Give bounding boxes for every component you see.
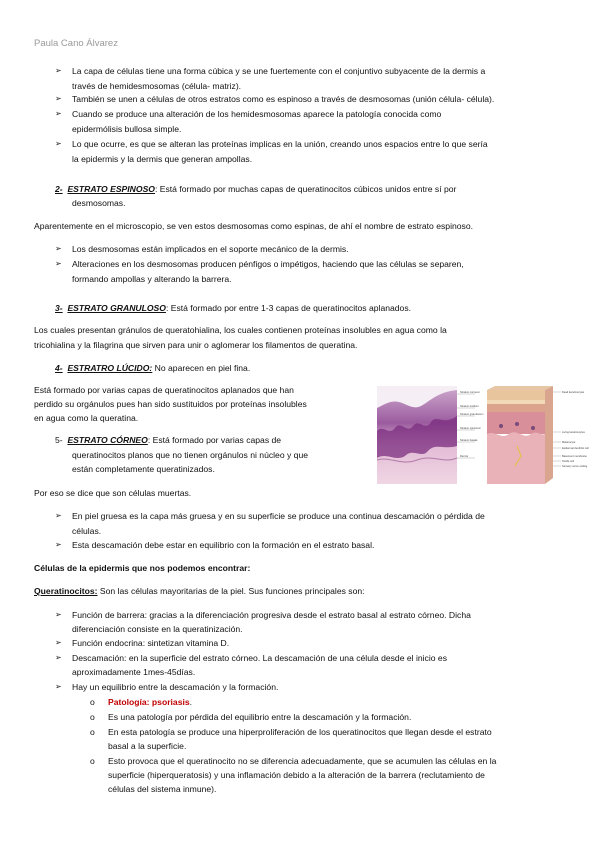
text-line: células del sistema inmune).: [108, 784, 217, 794]
bullet-arrow-icon: ➢: [55, 244, 62, 253]
text-line: Función de barrera: gracias a la diferenciación progresiva desde el estrato basal al estrato córneo. Dicha: [72, 610, 471, 620]
bullet-arrow-icon: ➢: [55, 109, 62, 118]
bullet-arrow-icon: ➢: [55, 540, 62, 549]
figure-label: Stratum granulosum: [460, 413, 484, 416]
bullet-arrow-icon: ➢: [55, 139, 62, 148]
text-line: Hay un equilibrio entre la descamación y la formación.: [72, 682, 279, 692]
bullet-arrow-icon: ➢: [55, 511, 62, 520]
text-line: Descamación: en la superficie del estrato córneo. La descamación de una célula desde el inicio es: [72, 653, 448, 663]
bullet-arrow-icon: ➢: [55, 259, 62, 268]
bullet-arrow-icon: ➢: [55, 653, 62, 662]
text-line: Alteraciones en los desmosomas producen pénfigos o impétigos, haciendo que las células se separen,: [72, 259, 464, 269]
text-line: epidermólisis bullosa simple.: [72, 124, 182, 134]
figure-label: Living keratinocytes: [562, 431, 585, 434]
section-heading-corneo: 5- ESTRATO CÓRNEO: Está formado por varias capas de: [55, 435, 282, 445]
figure-label: Tactile cell: [562, 460, 574, 463]
text-line: tricohialina y la filagrina que sirven para unir o aglomerar los filamentos de queratina.: [34, 340, 358, 350]
text-line: la epidermis y la dermis que generan ampollas.: [72, 154, 253, 164]
text-line: Esto provoca que el queratinocito no se diferencia adecuadamente, que se acumulen las células en la: [108, 756, 497, 766]
section-heading-granuloso: 3- ESTRATO GRANULOSO: Está formado por entre 1-3 capas de queratinocitos aplanados.: [55, 303, 412, 313]
section-heading-lucido: 4- ESTRATRO LÚCIDO: No aparecen en piel fina.: [55, 363, 251, 373]
bullet-arrow-icon: ➢: [55, 66, 62, 75]
text-line: Los desmosomas están implicados en el soporte mecánico de la dermis.: [72, 244, 349, 254]
text-line: aproximadamente 1mes-45días.: [72, 667, 196, 677]
text-line: En esta patología se produce una hiperproliferación de los queratinocitos que llegan desde el estrato: [108, 727, 492, 737]
section-heading-espinoso: 2- ESTRATO ESPINOSO: Está formado por muchas capas de queratinocitos cúbicos unidos entre sí por: [55, 184, 457, 194]
bullet-arrow-icon: ➢: [55, 610, 62, 619]
text-line: Es una patología por pérdida del equilibrio entre la descamación y la formación.: [108, 712, 412, 722]
text-line: Los cuales presentan gránulos de queratohialina, los cuales contienen proteínas insolubles en agua como la: [34, 325, 447, 335]
text-line: células.: [72, 526, 102, 536]
figure-label: Basement membrane: [562, 455, 587, 458]
text-line: superficie (hiperqueratosis) y una inflamación debido a la alteración de la barrera (reclutamiento de: [108, 770, 485, 780]
text-line: desmosomas.: [72, 198, 126, 208]
skin-block-diagram: [487, 386, 553, 484]
figure-right-labels: [553, 390, 589, 468]
figure-left-labels: [457, 390, 483, 458]
sub-bullet-marker: o: [90, 756, 95, 766]
figure-label: Stratum corneum: [460, 391, 480, 394]
text-line: basal a la superficie.: [108, 741, 187, 751]
bullet-arrow-icon: ➢: [55, 682, 62, 691]
sub-bullet-marker: o: [90, 712, 95, 722]
figure-label: Sensory nerve ending: [562, 465, 588, 468]
text-line: queratinocitos planos que no tienen orgánulos ni núcleo y que: [72, 450, 309, 460]
figure-label: Stratum lucidum: [460, 405, 479, 408]
paragraph: Por eso se dice que son células muertas.: [34, 488, 192, 498]
text-line: Está formado por varias capas de queratinocitos aplanados que han: [34, 385, 294, 395]
paragraph: Aparentemente en el microscopio, se ven estos desmosomas como espinas, de ahí el nombre de estrato espinoso.: [34, 221, 473, 231]
keratinocytes-intro: Queratinocitos: Son las células mayoritarias de la piel. Sus funciones principales son:: [34, 586, 365, 596]
text-line: perdido su orgánulos pues han sido sustituidos por proteínas insolubles: [34, 399, 307, 409]
text-line: través de hemidesmosomas (célula- matriz).: [72, 81, 242, 91]
figure-label: Dead keratinocytes: [562, 391, 585, 394]
sub-bullet-marker: o: [90, 697, 95, 707]
text-line: Lo que ocurre, es que se alteran las proteínas implicas en la unión, creando unos espacios entre lo que sería: [72, 139, 488, 149]
section-title: Células de la epidermis que nos podemos encontrar:: [34, 563, 251, 573]
figure-label: Dermis: [460, 455, 469, 458]
text-line: están completamente queratinizados.: [72, 464, 215, 474]
author-header: Paula Cano Álvarez: [34, 38, 118, 49]
text-line: Patología: psoriasis.: [108, 697, 193, 707]
text-line: También se unen a células de otros estratos como es espinoso a través de desmosomas (unión célula- célula).: [72, 94, 495, 104]
micrograph-image: [377, 386, 457, 484]
text-line: formando ampollas y alterando la barrera.: [72, 274, 232, 284]
figure-label: Melanocyte: [562, 441, 576, 444]
text-line: Cuando se produce una alteración de los hemidesmosomas aparece la patología conocida como: [72, 109, 442, 119]
text-line: La capa de células tiene una forma cúbica y se une fuertemente con el conjuntivo subyacente de la dermis a: [72, 66, 486, 76]
figure-label: Stratum basale: [460, 439, 478, 442]
text-line: en agua como la queratina.: [34, 413, 139, 423]
bullet-arrow-icon: ➢: [55, 94, 62, 103]
bullet-arrow-icon: ➢: [55, 638, 62, 647]
text-line: En piel gruesa es la capa más gruesa y en su superficie se produce una continua descamación o pérdida de: [72, 511, 485, 521]
epidermis-figure: [377, 386, 595, 484]
sub-bullet-marker: o: [90, 727, 95, 737]
text-line: Esta descamación debe estar en equilibrio con la formación en el estrato basal.: [72, 540, 375, 550]
figure-label: Stratum spinosum: [460, 427, 481, 430]
figure-label: Epidermal dendritic cell: [562, 447, 589, 450]
text-line: diferenciación consiste en la queratinización.: [72, 624, 243, 634]
text-line: Función endocrina: sintetizan vitamina D.: [72, 638, 230, 648]
